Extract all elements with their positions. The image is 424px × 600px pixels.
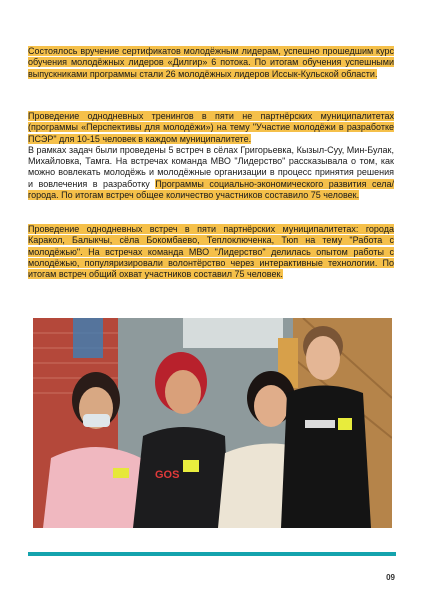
paragraph-trainings bbox=[28, 111, 394, 201]
group-photo bbox=[33, 318, 392, 528]
highlighted-text: Проведение однодневных встреч в пяти партнёрских муниципалитетах: города Каракол, Балыкчы, сёла Бокомбаево, Теплоключенка, Тюп на тему "Работа с молодёжью". На встречах команда МВО "Лидерство" делилась опытом работы с молодёжью, популяризировали волонтёрство через интерактивные технологии. По итогам встреч общий охват участников составил 75 человек. bbox=[28, 224, 394, 280]
highlighted-text: Проведение однодневных тренингов в пяти не партнёрских муниципалитетах (программы «Перспективы для молодёжи») на тему "Участие молодёжи в разработке ПСЭР" для 10-15 человек в каждом муниципалитете. bbox=[28, 111, 394, 144]
highlighted-text: Состоялось вручение сертификатов молодёжным лидерам, успешно прошедшим курс обучения молодёжных лидеров «Дилгир» 6 потока. По итогам обучения успешными выпускниками программы стали 26 молодёжных лидеров Иссык-Кульской области. bbox=[28, 46, 394, 79]
body-text: В рамках задач были проведены 5 встреч в сёлах Григорьевка, Кызыл-Суу, Мин-Булак, Михайловка, Тамга. На встречах команда МВО "Лидерство" рассказывала о том, как можно вовлекать молодёжь и молодёжные организации в процесс принятия решения и вовлечения в разработку bbox=[28, 144, 394, 189]
page-number: 09 bbox=[386, 573, 395, 582]
shirt-print-text: GOS bbox=[155, 469, 180, 481]
paragraph-meetings bbox=[28, 224, 394, 280]
highlighted-text: Программы социально-экономического развития села/ города. По итогам встреч общее количество участников составило 75 человек. bbox=[28, 178, 395, 201]
paragraph-certificates bbox=[28, 46, 394, 80]
footer-rule bbox=[28, 552, 396, 556]
